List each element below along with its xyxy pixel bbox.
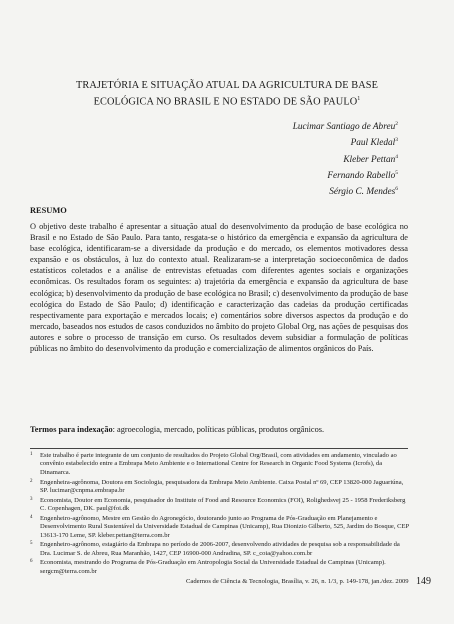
index-terms: [30, 424, 408, 435]
author-footnote-mark: 5: [395, 169, 398, 176]
author: [293, 118, 398, 134]
journal-citation: Cadernos de Ciência & Tecnologia, Brasília, v. 26, n. 1/3, p. 149-178, jan./dez. 2009: [186, 578, 409, 585]
footnote-mark: 2: [30, 478, 33, 484]
author-name: Kleber Pettan: [343, 154, 396, 165]
index-terms-label: Termos para indexação: [30, 425, 113, 434]
page-number: 149: [416, 576, 431, 587]
footnote-list: [30, 452, 412, 577]
author-footnote-mark: 6: [395, 186, 398, 193]
article-title-line-1: TRAJETÓRIA E SITUAÇÃO ATUAL DA AGRICULTURA DE BASE: [75, 80, 378, 91]
author-name: Lucimar Santiago de Abreu: [292, 122, 396, 133]
footnote-text: Economista, Doutor em Economia, pesquisador do Institute of Food and Resource Economics (FOI), Rolighedsvej 25 - 1958 Frederiksberg C. Copenhagen, DK. paul@foi.dk: [40, 496, 406, 513]
abstract-heading: RESUMO: [30, 206, 67, 215]
author-name: Fernando Rabello: [327, 170, 396, 181]
index-terms-text: : agroecologia, mercado, políticas públicas, produtos orgânicos.: [112, 425, 325, 434]
footnote: [30, 497, 412, 514]
article-title-line-2-text: ECOLÓGICA NO BRASIL E NO ESTADO DE SÃO PAULO: [93, 95, 358, 107]
title-footnote-mark: 1: [357, 95, 361, 102]
author-name: Paul Kledal: [350, 138, 396, 149]
footnote: [30, 541, 412, 558]
author: [293, 151, 398, 167]
author-footnote-mark: 4: [395, 153, 398, 160]
footnote-mark: 6: [30, 559, 33, 565]
footnote-mark: 4: [30, 514, 33, 520]
article-title-line-2: [60, 93, 394, 109]
footnote-text: Engenheiro-agrônomo, Mestre em Gestão do Agronegócio, doutorando junto ao Programa de Pós-Graduação em Planejamento e Desenvolvimento Rural Sustentável da Universidade Estadual de Campinas (Unicamp), Rua Dionizio Gilberto, 525, Jardim do Bosque, CEP 13613-170 Leme, SP. kleber.pettan@terra.com.br: [40, 514, 409, 539]
footnote: [30, 515, 412, 540]
footnote-mark: 3: [30, 496, 33, 502]
footnote-divider: [30, 448, 408, 449]
footnote-text: Economista, mestrando do Programa de Pós-Graduação em Antropologia Social da Universidade Estadual de Campinas (Unicamp). sergcm@terra.com.br: [40, 559, 386, 575]
footnote: [30, 559, 412, 576]
footnote-mark: 1: [30, 452, 33, 457]
footnote-text: Este trabalho é parte integrante de um conjunto de resultados do Projeto Global Org/Brasil, com atividades em andamento, vinculado ao convênio estabelecido entre a Embrapa Meio Ambiente e o International Centre for Research in Organic Food Systems (Icrofs), da Dinamarca.: [40, 452, 397, 476]
footnote: [30, 479, 412, 496]
footnote-mark: 5: [30, 541, 33, 547]
footnote: [30, 452, 412, 477]
author-footnote-mark: 2: [395, 121, 398, 127]
author: [293, 183, 398, 199]
abstract-body: O objetivo deste trabalho é apresentar a situação atual do desenvolvimento da produção de base ecológica no Brasil e no Estado de São Paulo. Para tanto, resgata-se o histórico da emergência e expansão da agricultura de base ecológica, identificaram-se a diversidade da produção e do mercado, os elementos motivadores dessa expansão e os obstáculos, à luz do contexto atual. Realizaram-se a interpretação socioeconômica de dados estatísticos coletados e a análise de entrevistas efetuadas com diferentes agentes sociais e organizações econômicas. Os resultados foram os seguintes: a) trajetória da emergência e expansão da agricultura de base ecológica; b) desenvolvimento da produção de base ecológica no Brasil; c) desenvolvimento da produção de base ecológica do Estado de São Paulo; d) identificação e caracterização das cadeias da produção certificadas respectivamente para exportação e mercados locais; e) comentários sobre diversos aspectos da produção e do mercado, baseados nos estudos de casos conduzidos no âmbito do projeto Global Org, nas ações de pesquisas dos autores e sobre o processo de transição em curso. Os resultados devem subsidiar a formulação de políticas públicas no âmbito do desenvolvimento da produção e comercialização de alimentos orgânicos do País.: [30, 222, 408, 354]
author-list: [293, 118, 398, 199]
footnote-text: Engenheira-agrônoma, Doutora em Sociologia, pesquisadora da Embrapa Meio Ambiente. Caixa Postal nº 69, CEP 13820-000 Jaguariúna, SP. lucimar@cnpma.embrapa.br: [40, 478, 404, 494]
author-footnote-mark: 3: [395, 137, 398, 144]
author: [293, 134, 398, 150]
article-title: [60, 80, 394, 108]
footnote-text: Engenheiro-agrônomo, estagiário da Embrapa no período de 2006-2007, desenvolvendo atividades de pesquisa sob a responsabilidade da Dra. Lucimar S. de Abreu, Rua Maranhão, 1427, CEP 16900-000 Andradina, SP. c_coia@yahoo.com.br: [40, 541, 400, 557]
author: [293, 167, 398, 183]
author-name: Sérgio C. Mendes: [329, 187, 396, 198]
